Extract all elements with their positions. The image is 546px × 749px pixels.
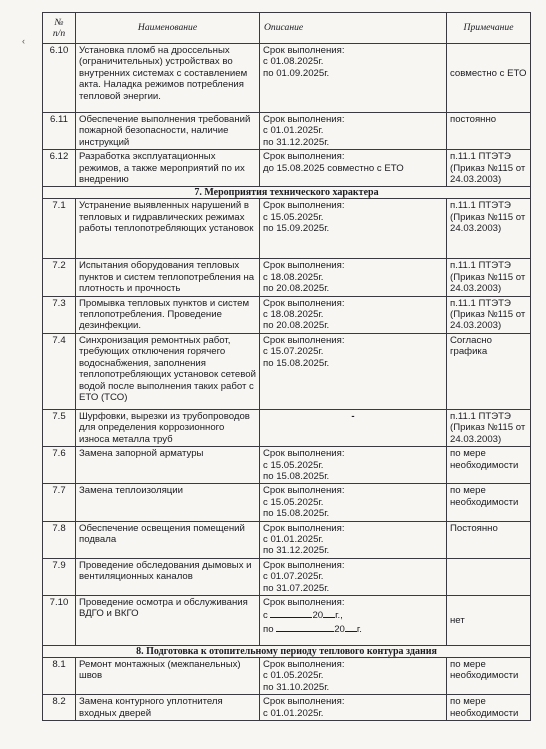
row-note: Постоянно bbox=[447, 521, 531, 558]
row-note: по мере необходимости bbox=[447, 657, 531, 694]
row-number: 6.12 bbox=[43, 150, 76, 187]
table-row bbox=[43, 695, 531, 721]
table-row bbox=[43, 113, 531, 150]
table-row bbox=[43, 657, 531, 694]
row-name: Проведение осмотра и обслуживания ВДГО и ВКГО bbox=[76, 595, 260, 645]
row-number: 7.6 bbox=[43, 447, 76, 484]
section-row bbox=[43, 645, 531, 657]
header-description: Описание bbox=[260, 13, 447, 44]
row-description: Срок выполнения: с 15.05.2025г. по 15.08.2025г. bbox=[260, 447, 447, 484]
row-number: 7.5 bbox=[43, 409, 76, 446]
row-number: 7.7 bbox=[43, 484, 76, 521]
row-note: нет bbox=[447, 595, 531, 645]
row-description: Срок выполнения: с 18.08.2025г. по 20.08.2025г. bbox=[260, 296, 447, 333]
table-row bbox=[43, 259, 531, 296]
row-description: Срок выполнения: с 01.05.2025г. по 31.10.2025г. bbox=[260, 657, 447, 694]
row-note: п.11.1 ПТЭТЭ (Приказ №115 от 24.03.2003) bbox=[447, 259, 531, 296]
row-description: Срок выполнения: с 15.07.2025г. по 15.08.2025г. bbox=[260, 333, 447, 409]
table-row bbox=[43, 199, 531, 259]
row-number: 7.1 bbox=[43, 199, 76, 259]
row-number: 7.4 bbox=[43, 333, 76, 409]
section-title-7: 7. Мероприятия технического характера bbox=[43, 187, 531, 199]
row-name: Обеспечение выполнения требований пожарной безопасности, наличие инструкций bbox=[76, 113, 260, 150]
row-number: 7.3 bbox=[43, 296, 76, 333]
row-note: п.11.1 ПТЭТЭ (Приказ №115 от 24.03.2003) bbox=[447, 409, 531, 446]
row-note: совместно с ЕТО bbox=[447, 44, 531, 113]
row-note: п.11.1 ПТЭТЭ (Приказ №115 от 24.03.2003) bbox=[447, 199, 531, 259]
section-title-8: 8. Подготовка к отопительному периоду теплового контура здания bbox=[43, 645, 531, 657]
row-description: Срок выполнения: до 15.08.2025 совместно с ЕТО bbox=[260, 150, 447, 187]
row-name: Замена контурного уплотнителя входных дверей bbox=[76, 695, 260, 721]
to-year: 20 bbox=[334, 623, 345, 635]
row-note: п.11.1 ПТЭТЭ (Приказ №115 от 24.03.2003) bbox=[447, 150, 531, 187]
measures-table bbox=[42, 12, 531, 721]
row-name: Замена запорной арматуры bbox=[76, 447, 260, 484]
row-name: Разработка эксплуатационных режимов, а также мероприятий по их внедрению bbox=[76, 150, 260, 187]
row-name: Испытания оборудования тепловых пунктов и систем теплопотребления на плотность и прочность bbox=[76, 259, 260, 296]
deadline-from bbox=[263, 608, 443, 621]
header-name: Наименование bbox=[76, 13, 260, 44]
row-number: 6.11 bbox=[43, 113, 76, 150]
row-name: Промывка тепловых пунктов и систем теплопотребления. Проведение дезинфекции. bbox=[76, 296, 260, 333]
row-name: Ремонт монтажных (межпанельных) швов bbox=[76, 657, 260, 694]
to-prefix: по bbox=[263, 623, 274, 635]
row-name: Обеспечение освещения помещений подвала bbox=[76, 521, 260, 558]
deadline-to bbox=[263, 622, 443, 635]
row-number: 7.2 bbox=[43, 259, 76, 296]
row-description bbox=[260, 595, 447, 645]
row-number: 8.1 bbox=[43, 657, 76, 694]
row-name: Установка пломб на дроссельных (ограничительных) устройствах во внутренних системах с составлением акта. Наладка режимов потребления тепловой энергии. bbox=[76, 44, 260, 113]
table-row bbox=[43, 44, 531, 113]
table-row bbox=[43, 521, 531, 558]
row-number: 7.10 bbox=[43, 595, 76, 645]
row-number: 8.2 bbox=[43, 695, 76, 721]
table-row bbox=[43, 595, 531, 645]
blank-year-from bbox=[323, 608, 335, 618]
from-prefix: с bbox=[263, 610, 268, 622]
row-name: Шурфовки, вырезки из трубопроводов для определения коррозионного износа металла труб bbox=[76, 409, 260, 446]
blank-date-to bbox=[276, 622, 334, 632]
row-description: Срок выполнения: с 01.07.2025г. по 31.07.2025г. bbox=[260, 558, 447, 595]
row-note: по мере необходимости bbox=[447, 695, 531, 721]
row-note: Согласно графика bbox=[447, 333, 531, 409]
blank-date-from bbox=[270, 608, 312, 618]
row-number: 7.9 bbox=[43, 558, 76, 595]
table-row bbox=[43, 558, 531, 595]
table-row bbox=[43, 409, 531, 446]
row-description: Срок выполнения: с 18.08.2025г. по 20.08.2025г. bbox=[260, 259, 447, 296]
row-note: постоянно bbox=[447, 113, 531, 150]
row-note: п.11.1 ПТЭТЭ (Приказ №115 от 24.03.2003) bbox=[447, 296, 531, 333]
document-page bbox=[42, 12, 530, 721]
row-description: Срок выполнения: с 01.01.2025г. bbox=[260, 695, 447, 721]
blank-year-to bbox=[345, 622, 357, 632]
table-row bbox=[43, 333, 531, 409]
margin-mark: ‹ bbox=[22, 36, 25, 46]
table-header-row bbox=[43, 13, 531, 44]
table-row bbox=[43, 150, 531, 187]
row-description: Срок выполнения: с 01.08.2025г. по 01.09.2025г. bbox=[260, 44, 447, 113]
row-number: 6.10 bbox=[43, 44, 76, 113]
deadline-label: Срок выполнения: bbox=[263, 596, 345, 608]
to-suffix: г. bbox=[356, 623, 362, 635]
row-description: Срок выполнения: с 15.05.2025г. по 15.09.2025г. bbox=[260, 199, 447, 259]
table-row bbox=[43, 447, 531, 484]
header-note: Примечание bbox=[447, 13, 531, 44]
row-note bbox=[447, 558, 531, 595]
table-row bbox=[43, 484, 531, 521]
row-number: 7.8 bbox=[43, 521, 76, 558]
section-row bbox=[43, 187, 531, 199]
row-name: Проведение обследования дымовых и вентиляционных каналов bbox=[76, 558, 260, 595]
row-note: по мере необходимости bbox=[447, 484, 531, 521]
row-description: - bbox=[260, 409, 447, 446]
from-year: 20 bbox=[312, 610, 324, 622]
row-description: Срок выполнения: с 01.01.2025г. по 31.12.2025г. bbox=[260, 521, 447, 558]
row-name: Устранение выявленных нарушений в тепловых и гидравлических режимах работы теплопотребляющих установок bbox=[76, 199, 260, 259]
row-note: по мере необходимости bbox=[447, 447, 531, 484]
row-description: Срок выполнения: с 01.01.2025г. по 31.12.2025г. bbox=[260, 113, 447, 150]
row-description: Срок выполнения: с 15.05.2025г. по 15.08.2025г. bbox=[260, 484, 447, 521]
row-name: Синхронизация ремонтных работ, требующих отключения горячего водоснабжения, заполнения теплопотребляющих установок сетевой водой после выполнения таких работ с ЕТО (ТСО) bbox=[76, 333, 260, 409]
table-row bbox=[43, 296, 531, 333]
from-suffix: г., bbox=[335, 610, 343, 622]
row-name: Замена теплоизоляции bbox=[76, 484, 260, 521]
header-number: № п/п bbox=[43, 13, 76, 44]
